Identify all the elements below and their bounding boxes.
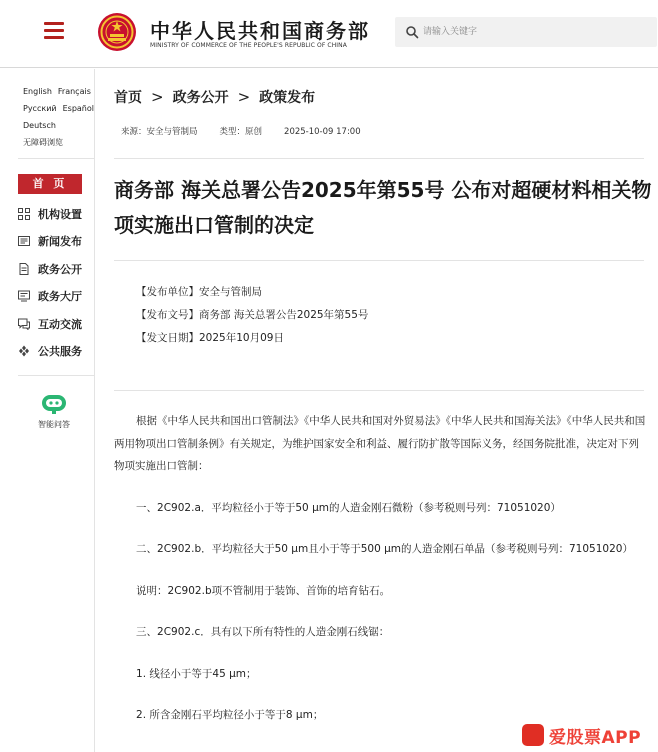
national-emblem-logo[interactable]: [97, 12, 137, 52]
watermark-text: 爱股票APP: [549, 727, 642, 748]
article-meta: [121, 125, 383, 137]
paragraph: 一、2C902.a．平均粒径小于等于50 μm的人造金刚石微粉（参考税则号列：71051020）: [136, 501, 561, 514]
meta-type: 类型：原创: [219, 127, 263, 137]
document-icon: [18, 263, 30, 275]
sidebar-item-service-hall[interactable]: [18, 283, 94, 311]
paragraph: 根据《中华人民共和国出口管制法》《中华人民共和国对外贸易法》《中华人民共和国海关法》《中华人民共和国两用物项出口管制条例》有关规定，为维护国家安全和利益、履行防扩散等国际义务，经国务院批准，决定对下列物项实施出口管制：: [114, 415, 646, 472]
site-subtitle-en: MINISTRY OF COMMERCE OF THE PEOPLE'S REPUBLIC OF CHINA: [150, 42, 347, 49]
divider: [114, 260, 644, 261]
smart-assistant-button[interactable]: [34, 393, 74, 430]
language-links: [23, 83, 93, 151]
app-watermark: [522, 722, 641, 748]
hamburger-menu-icon[interactable]: [44, 22, 66, 40]
sidebar-item-gov-affairs[interactable]: [18, 255, 94, 283]
sidebar-item-label: 公共服务: [38, 345, 82, 359]
info-issuer: 【发布单位】安全与管制局: [136, 286, 262, 298]
meta-date: 2025-10-09 17:00: [284, 127, 361, 137]
paragraph: 三、2C902.c．具有以下所有特性的人造金刚石线锯：: [136, 626, 390, 638]
divider: [114, 158, 644, 159]
lang-spanish-link[interactable]: Español: [62, 104, 94, 113]
sidebar-divider: [18, 158, 94, 159]
chevron-right-icon: >: [151, 88, 164, 106]
accessibility-link[interactable]: 无障碍浏览: [23, 138, 63, 147]
assistant-label: 智能问答: [38, 420, 70, 429]
sidebar-item-public-service[interactable]: [18, 338, 94, 366]
app-logo-icon: [522, 724, 544, 746]
info-doc-number: 【发布文号】商务部 海关总署公告2025年第55号: [136, 309, 369, 321]
breadcrumb: [114, 87, 315, 107]
paragraph: 说明：2C902.b项不管制用于装饰、首饰的培育钻石。: [136, 584, 391, 597]
lang-english-link[interactable]: English: [23, 87, 52, 96]
article-info: [136, 281, 368, 350]
main-content: [96, 69, 658, 752]
lang-french-link[interactable]: Français: [57, 87, 91, 96]
lang-german-link[interactable]: Deutsch: [23, 121, 56, 130]
chatbot-icon: [41, 393, 67, 415]
info-issue-date: 【发文日期】2025年10月09日: [136, 332, 284, 344]
sidebar-item-org[interactable]: [18, 200, 94, 228]
sidebar-item-label: 政务大厅: [38, 290, 82, 304]
org-structure-icon: [18, 208, 30, 220]
sidebar-item-interaction[interactable]: [18, 310, 94, 338]
site-title: 中华人民共和国商务部: [150, 19, 370, 43]
divider: [114, 390, 644, 391]
sidebar-item-home[interactable]: 首 页: [18, 174, 82, 194]
article-body: [114, 410, 646, 727]
sidebar-item-label: 互动交流: [38, 317, 82, 331]
sidebar-item-news[interactable]: [18, 228, 94, 256]
paragraph: 1. 线径小于等于45 μm；: [136, 667, 257, 680]
sidebar-item-label: 政务公开: [38, 262, 82, 276]
paragraph: 二、2C902.b．平均粒径大于50 μm且小于等于500 μm的人造金刚石单晶（参考税则号列：71051020）: [136, 543, 633, 555]
paragraph: 2. 所含金刚石平均粒径小于等于8 μm；: [136, 709, 324, 721]
diamond-service-icon: [18, 345, 30, 357]
article-title: 商务部 海关总署公告2025年第55号 公布对超硬材料相关物项实施出口管制的决定: [114, 178, 652, 237]
meta-source: 来源：安全与管制局: [121, 127, 198, 137]
sidebar-nav: [18, 174, 94, 365]
service-hall-icon: [18, 290, 30, 302]
sidebar-item-label: 新闻发布: [38, 235, 82, 249]
chat-icon: [18, 318, 30, 330]
sidebar-item-label: 机构设置: [38, 207, 82, 221]
site-header: [0, 0, 658, 68]
sidebar: [0, 69, 95, 752]
lang-russian-link[interactable]: Русский: [23, 104, 57, 113]
chevron-right-icon: >: [237, 88, 251, 106]
search-bar: [395, 17, 657, 47]
sidebar-divider: [18, 375, 94, 376]
news-icon: [18, 235, 30, 247]
breadcrumb-policy[interactable]: 政策发布: [259, 90, 316, 106]
search-input[interactable]: [423, 23, 643, 41]
breadcrumb-gov-affairs[interactable]: 政务公开: [172, 90, 229, 106]
search-icon[interactable]: [405, 25, 419, 39]
breadcrumb-home[interactable]: 首页: [114, 90, 142, 106]
